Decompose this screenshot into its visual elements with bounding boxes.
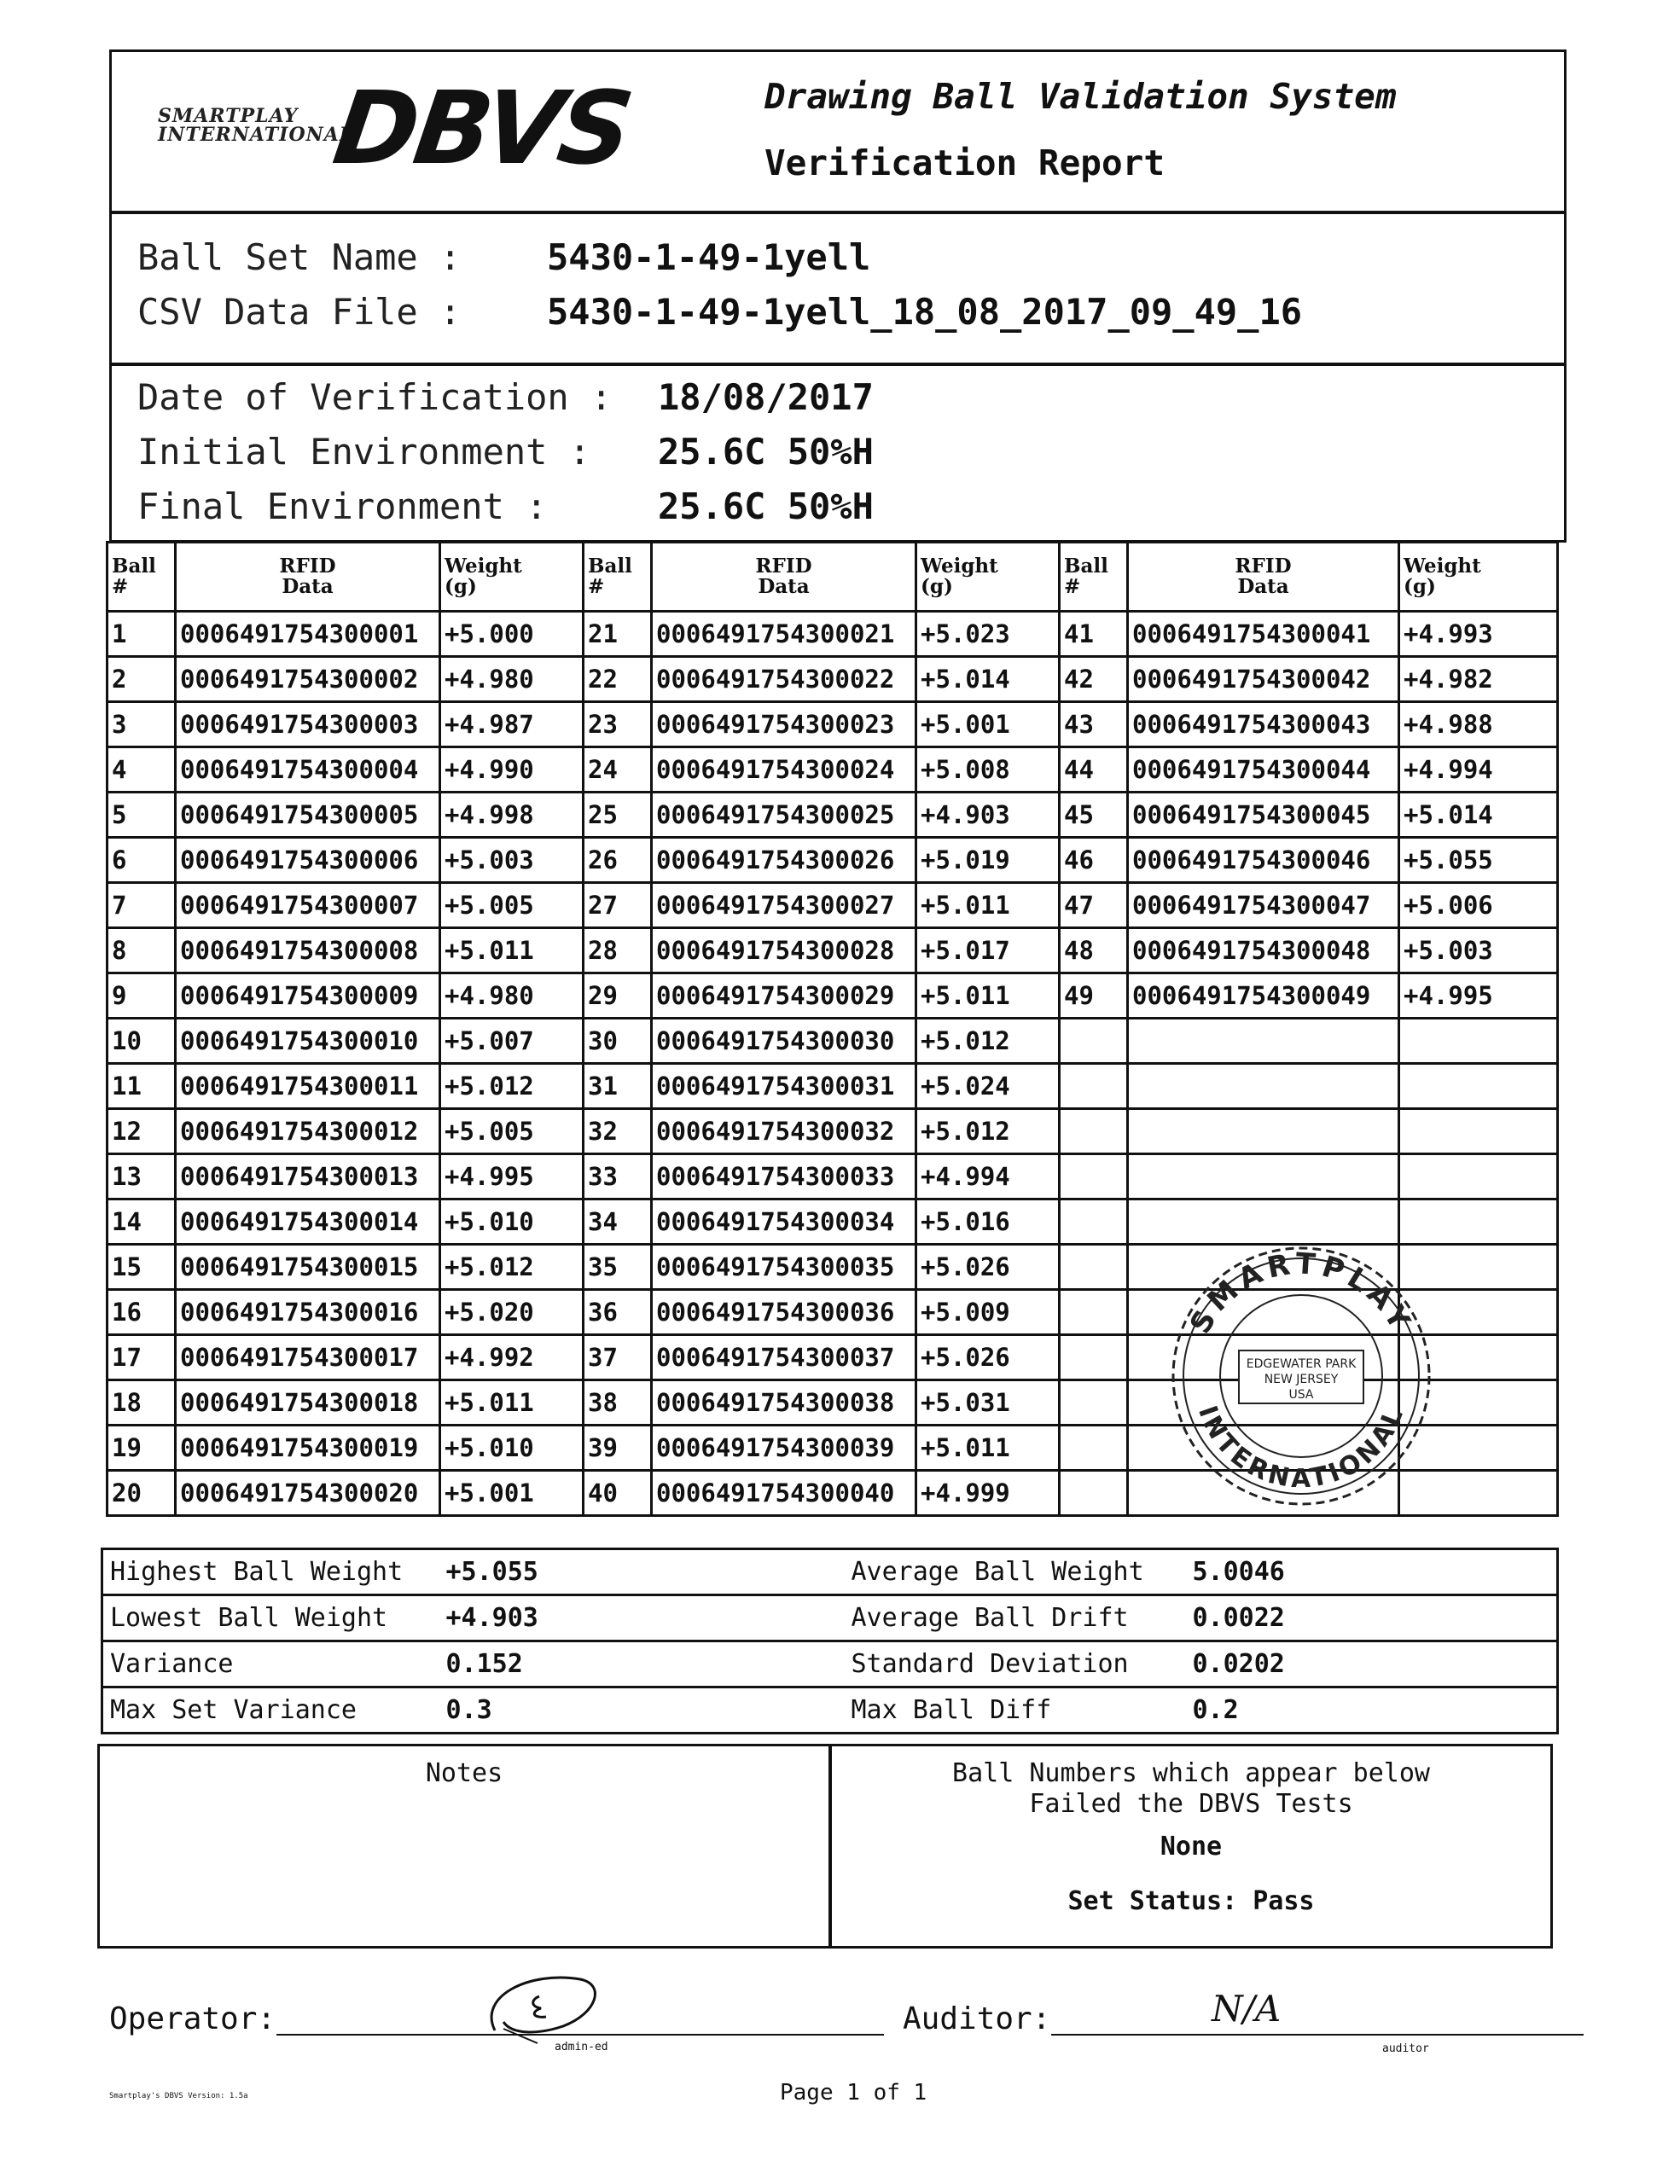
ball-weight-cell: +4.994 — [916, 1154, 1060, 1199]
ball-set-info — [109, 212, 1567, 365]
ball-number-cell: 35 — [584, 1245, 652, 1290]
table-header-row — [108, 543, 1558, 612]
svg-text:INTERNATIONAL: INTERNATIONAL — [1192, 1401, 1411, 1495]
ball-number-cell: 14 — [108, 1199, 176, 1245]
table-row — [108, 883, 1558, 928]
notes-label: Notes — [425, 1758, 503, 1788]
report-title: Drawing Ball Validation System — [764, 76, 1397, 117]
table-row — [108, 657, 1558, 702]
table-row — [108, 793, 1558, 838]
rfid-data-cell: 0006491754300040 — [652, 1471, 916, 1516]
ball-number-cell — [1060, 1245, 1128, 1290]
rfid-data-cell: 0006491754300048 — [1128, 928, 1399, 973]
ball-weight-cell: +5.000 — [440, 612, 584, 657]
ball-weight-cell: +4.980 — [440, 657, 584, 702]
auditor-name: auditor — [1382, 2042, 1429, 2055]
rfid-data-cell: 0006491754300018 — [176, 1380, 440, 1426]
notes-section — [97, 1744, 831, 1949]
ball-weight-cell: +5.019 — [916, 838, 1060, 883]
rfid-data-cell: 0006491754300045 — [1128, 793, 1399, 838]
stamp-line-2: NEW JERSEY — [1264, 1373, 1339, 1386]
ball-number-cell: 15 — [108, 1245, 176, 1290]
stats-row — [102, 1595, 1558, 1641]
ball-number-cell: 27 — [584, 883, 652, 928]
ball-weight-cell: +5.023 — [916, 612, 1060, 657]
ball-number-cell: 30 — [584, 1019, 652, 1064]
rfid-data-cell: 0006491754300013 — [176, 1154, 440, 1199]
ball-number-cell: 20 — [108, 1471, 176, 1516]
rfid-data-cell — [1128, 1109, 1399, 1154]
col-header-rfid: RFID Data — [176, 543, 440, 612]
table-row — [108, 1109, 1558, 1154]
rfid-data-cell: 0006491754300005 — [176, 793, 440, 838]
rfid-data-cell: 0006491754300042 — [1128, 657, 1399, 702]
failed-heading-line1: Ball Numbers which appear below — [952, 1758, 1430, 1788]
rfid-data-cell — [1128, 1064, 1399, 1109]
ball-number-cell: 11 — [108, 1064, 176, 1109]
report-header — [109, 49, 1567, 213]
ball-weight-cell: +5.006 — [1399, 883, 1558, 928]
ball-number-cell: 17 — [108, 1335, 176, 1380]
ball-number-cell: 26 — [584, 838, 652, 883]
ball-weight-cell: +4.998 — [440, 793, 584, 838]
table-row — [108, 1154, 1558, 1199]
ball-weight-cell: +5.010 — [440, 1426, 584, 1471]
ball-number-cell: 28 — [584, 928, 652, 973]
stats-row — [102, 1687, 1558, 1734]
rfid-data-cell: 0006491754300004 — [176, 747, 440, 793]
ball-number-cell: 29 — [584, 973, 652, 1019]
ball-number-cell: 7 — [108, 883, 176, 928]
ball-number-cell: 41 — [1060, 612, 1128, 657]
ball-number-cell: 38 — [584, 1380, 652, 1426]
stat-value: +5.055 — [439, 1549, 845, 1595]
stat-value: 0.0022 — [1186, 1595, 1558, 1641]
rfid-data-cell: 0006491754300038 — [652, 1380, 916, 1426]
ball-weight-cell: +5.005 — [440, 883, 584, 928]
ball-weight-cell: +4.980 — [440, 973, 584, 1019]
rfid-data-cell: 0006491754300030 — [652, 1019, 916, 1064]
ball-number-cell — [1060, 1380, 1128, 1426]
ball-weight-cell: +5.011 — [916, 883, 1060, 928]
stat-value: 5.0046 — [1186, 1549, 1558, 1595]
ball-weight-cell: +5.009 — [916, 1290, 1060, 1335]
rfid-data-cell: 0006491754300044 — [1128, 747, 1399, 793]
ball-weight-cell: +4.982 — [1399, 657, 1558, 702]
rfid-data-cell: 0006491754300023 — [652, 702, 916, 747]
stamp-line-1: EDGEWATER PARK — [1246, 1357, 1357, 1371]
stats-row — [102, 1641, 1558, 1687]
initial-environment-label: Initial Environment : — [137, 431, 591, 473]
rfid-data-cell: 0006491754300009 — [176, 973, 440, 1019]
ball-number-cell: 12 — [108, 1109, 176, 1154]
stat-label: Max Set Variance — [102, 1687, 439, 1734]
table-row — [108, 838, 1558, 883]
rfid-data-cell: 0006491754300046 — [1128, 838, 1399, 883]
auditor-signature: N/A — [1212, 1988, 1282, 2030]
rfid-data-cell: 0006491754300047 — [1128, 883, 1399, 928]
table-row — [108, 702, 1558, 747]
ball-number-cell: 3 — [108, 702, 176, 747]
col-header-rfid: RFID Data — [652, 543, 916, 612]
ball-number-cell — [1060, 1471, 1128, 1516]
stat-value: 0.2 — [1186, 1687, 1558, 1734]
ball-number-cell: 21 — [584, 612, 652, 657]
ball-weight-cell: +5.014 — [1399, 793, 1558, 838]
verification-info — [109, 363, 1567, 543]
table-row — [108, 747, 1558, 793]
ball-number-cell: 23 — [584, 702, 652, 747]
table-row — [108, 928, 1558, 973]
ball-weight-cell: +4.999 — [916, 1471, 1060, 1516]
rfid-data-cell: 0006491754300027 — [652, 883, 916, 928]
ball-weight-cell: +4.988 — [1399, 702, 1558, 747]
table-row — [108, 1019, 1558, 1064]
ball-number-cell: 45 — [1060, 793, 1128, 838]
csv-data-file-label: CSV Data File : — [137, 291, 462, 333]
col-header-weight: Weight (g) — [440, 543, 584, 612]
ball-number-cell: 22 — [584, 657, 652, 702]
ball-weight-cell: +5.026 — [916, 1245, 1060, 1290]
ball-number-cell: 34 — [584, 1199, 652, 1245]
rfid-data-cell: 0006491754300010 — [176, 1019, 440, 1064]
rfid-data-cell: 0006491754300024 — [652, 747, 916, 793]
rfid-data-cell: 0006491754300026 — [652, 838, 916, 883]
ball-number-cell: 48 — [1060, 928, 1128, 973]
version-text: Smartplay's DBVS Version: 1.5a — [109, 2092, 248, 2100]
ball-number-cell — [1060, 1019, 1128, 1064]
ball-number-cell — [1060, 1109, 1128, 1154]
ball-number-cell — [1060, 1335, 1128, 1380]
ball-number-cell: 6 — [108, 838, 176, 883]
initial-environment-value: 25.6C 50%H — [658, 431, 874, 473]
ball-weight-cell: +4.995 — [440, 1154, 584, 1199]
failed-balls-section — [829, 1744, 1553, 1949]
rfid-data-cell: 0006491754300020 — [176, 1471, 440, 1516]
ball-weight-cell: +5.024 — [916, 1064, 1060, 1109]
ball-set-name-label: Ball Set Name : — [137, 236, 462, 278]
set-status: Set Status: Pass — [1067, 1886, 1315, 1916]
operator-signature — [478, 1962, 614, 2048]
ball-number-cell: 46 — [1060, 838, 1128, 883]
rfid-data-cell: 0006491754300032 — [652, 1109, 916, 1154]
ball-number-cell: 42 — [1060, 657, 1128, 702]
ball-number-cell: 9 — [108, 973, 176, 1019]
ball-weight-cell: +5.001 — [916, 702, 1060, 747]
rfid-data-cell: 0006491754300029 — [652, 973, 916, 1019]
ball-weight-cell: +5.017 — [916, 928, 1060, 973]
ball-number-cell: 13 — [108, 1154, 176, 1199]
ball-weight-cell: +5.016 — [916, 1199, 1060, 1245]
ball-weight-cell: +5.012 — [440, 1245, 584, 1290]
rfid-data-cell: 0006491754300041 — [1128, 612, 1399, 657]
rfid-data-cell: 0006491754300014 — [176, 1199, 440, 1245]
ball-weight-cell: +5.011 — [916, 1426, 1060, 1471]
ball-number-cell: 24 — [584, 747, 652, 793]
rfid-data-cell: 0006491754300036 — [652, 1290, 916, 1335]
ball-weight-cell: +5.011 — [440, 928, 584, 973]
stats-row — [102, 1549, 1558, 1595]
ball-number-cell: 4 — [108, 747, 176, 793]
operator-label: Operator: — [109, 2001, 276, 2036]
col-header-weight: Weight (g) — [1399, 543, 1558, 612]
rfid-data-cell: 0006491754300002 — [176, 657, 440, 702]
ball-number-cell — [1060, 1154, 1128, 1199]
rfid-data-cell — [1128, 1154, 1399, 1199]
ball-number-cell: 47 — [1060, 883, 1128, 928]
ball-number-cell: 39 — [584, 1426, 652, 1471]
ball-weight-cell — [1399, 1064, 1558, 1109]
ball-number-cell: 8 — [108, 928, 176, 973]
auditor-signature-line — [1051, 2034, 1584, 2036]
col-header-ball: Ball # — [1060, 543, 1128, 612]
rfid-data-cell: 0006491754300025 — [652, 793, 916, 838]
ball-number-cell — [1060, 1064, 1128, 1109]
rfid-data-cell: 0006491754300017 — [176, 1335, 440, 1380]
ball-number-cell: 43 — [1060, 702, 1128, 747]
csv-data-file-value: 5430-1-49-1yell_18_08_2017_09_49_16 — [547, 291, 1303, 333]
rfid-data-cell: 0006491754300043 — [1128, 702, 1399, 747]
ball-number-cell — [1060, 1426, 1128, 1471]
ball-weight-cell: +4.993 — [1399, 612, 1558, 657]
ball-number-cell: 25 — [584, 793, 652, 838]
report-subtitle: Verification Report — [764, 142, 1165, 183]
stat-value: +4.903 — [439, 1595, 845, 1641]
stat-value: 0.152 — [439, 1641, 845, 1687]
ball-number-cell: 5 — [108, 793, 176, 838]
table-row — [108, 973, 1558, 1019]
stat-label: Max Ball Diff — [845, 1687, 1186, 1734]
svg-text:SMARTPLAY: SMARTPLAY — [1183, 1246, 1420, 1340]
ball-number-cell: 16 — [108, 1290, 176, 1335]
stat-label: Variance — [102, 1641, 439, 1687]
failed-balls-value: None — [1160, 1832, 1223, 1862]
col-header-ball: Ball # — [108, 543, 176, 612]
rfid-data-cell: 0006491754300011 — [176, 1064, 440, 1109]
ball-number-cell: 1 — [108, 612, 176, 657]
ball-number-cell: 10 — [108, 1019, 176, 1064]
ball-number-cell: 31 — [584, 1064, 652, 1109]
ball-number-cell: 19 — [108, 1426, 176, 1471]
rfid-data-cell: 0006491754300037 — [652, 1335, 916, 1380]
ball-weight-cell: +5.003 — [440, 838, 584, 883]
rfid-data-cell: 0006491754300008 — [176, 928, 440, 973]
ball-weight-cell: +5.011 — [916, 973, 1060, 1019]
rfid-data-cell: 0006491754300034 — [652, 1199, 916, 1245]
rfid-data-cell — [1128, 1019, 1399, 1064]
final-environment-value: 25.6C 50%H — [658, 485, 874, 527]
rfid-data-cell: 0006491754300049 — [1128, 973, 1399, 1019]
ball-weight-cell: +4.990 — [440, 747, 584, 793]
rfid-data-cell: 0006491754300012 — [176, 1109, 440, 1154]
ball-weight-cell: +5.010 — [440, 1199, 584, 1245]
rfid-data-cell: 0006491754300015 — [176, 1245, 440, 1290]
ball-weight-cell — [1399, 1109, 1558, 1154]
rfid-data-cell: 0006491754300035 — [652, 1245, 916, 1290]
stat-value: 0.3 — [439, 1687, 845, 1734]
rfid-data-cell: 0006491754300031 — [652, 1064, 916, 1109]
ball-weight-cell: +5.007 — [440, 1019, 584, 1064]
rfid-data-cell: 0006491754300039 — [652, 1426, 916, 1471]
ball-weight-cell: +4.995 — [1399, 973, 1558, 1019]
stat-label: Average Ball Drift — [845, 1595, 1186, 1641]
rfid-data-cell: 0006491754300028 — [652, 928, 916, 973]
ball-number-cell: 49 — [1060, 973, 1128, 1019]
rfid-data-cell: 0006491754300021 — [652, 612, 916, 657]
ball-weight-cell: +5.031 — [916, 1380, 1060, 1426]
ball-weight-cell: +4.992 — [440, 1335, 584, 1380]
ball-number-cell — [1060, 1290, 1128, 1335]
ball-set-name-value: 5430-1-49-1yell — [547, 236, 871, 278]
rfid-data-cell: 0006491754300007 — [176, 883, 440, 928]
auditor-label: Auditor: — [903, 2001, 1051, 2036]
ball-weight-cell: +5.005 — [440, 1109, 584, 1154]
table-row — [108, 612, 1558, 657]
ball-number-cell: 2 — [108, 657, 176, 702]
stat-value: 0.0202 — [1186, 1641, 1558, 1687]
ball-number-cell: 33 — [584, 1154, 652, 1199]
ball-number-cell — [1060, 1199, 1128, 1245]
ball-weight-cell: +5.020 — [440, 1290, 584, 1335]
ball-weight-cell: +5.012 — [916, 1019, 1060, 1064]
company-logo-text: SMARTPLAY INTERNATIONAL — [158, 105, 354, 146]
rfid-data-cell: 0006491754300019 — [176, 1426, 440, 1471]
ball-weight-cell: +5.014 — [916, 657, 1060, 702]
ball-number-cell: 18 — [108, 1380, 176, 1426]
rfid-data-cell: 0006491754300006 — [176, 838, 440, 883]
col-header-rfid: RFID Data — [1128, 543, 1399, 612]
stat-label: Highest Ball Weight — [102, 1549, 439, 1595]
dbvs-logo: DBVS — [327, 69, 637, 187]
ball-weight-cell: +5.026 — [916, 1335, 1060, 1380]
company-seal-stamp — [1160, 1235, 1442, 1517]
col-header-ball: Ball # — [584, 543, 652, 612]
statistics-summary — [101, 1548, 1556, 1744]
rfid-data-cell: 0006491754300016 — [176, 1290, 440, 1335]
date-value: 18/08/2017 — [658, 376, 874, 418]
stat-label: Average Ball Weight — [845, 1549, 1186, 1595]
ball-weight-cell — [1399, 1154, 1558, 1199]
rfid-data-cell: 0006491754300022 — [652, 657, 916, 702]
stamp-line-3: USA — [1288, 1388, 1314, 1402]
date-label: Date of Verification : — [137, 376, 613, 418]
rfid-data-cell: 0006491754300001 — [176, 612, 440, 657]
operator-name: admin-ed — [555, 2041, 608, 2053]
ball-number-cell: 44 — [1060, 747, 1128, 793]
ball-weight-cell: +4.987 — [440, 702, 584, 747]
stat-label: Lowest Ball Weight — [102, 1595, 439, 1641]
ball-weight-cell: +5.008 — [916, 747, 1060, 793]
rfid-data-cell: 0006491754300003 — [176, 702, 440, 747]
ball-number-cell: 36 — [584, 1290, 652, 1335]
page-number: Page 1 of 1 — [780, 2080, 927, 2106]
stat-label: Standard Deviation — [845, 1641, 1186, 1687]
failed-heading-line2: Failed the DBVS Tests — [1029, 1789, 1353, 1819]
ball-number-cell: 37 — [584, 1335, 652, 1380]
ball-weight-cell: +5.001 — [440, 1471, 584, 1516]
ball-weight-cell: +5.011 — [440, 1380, 584, 1426]
ball-weight-cell: +5.055 — [1399, 838, 1558, 883]
ball-number-cell: 32 — [584, 1109, 652, 1154]
table-row — [108, 1064, 1558, 1109]
ball-weight-cell: +4.903 — [916, 793, 1060, 838]
col-header-weight: Weight (g) — [916, 543, 1060, 612]
ball-weight-cell: +4.994 — [1399, 747, 1558, 793]
rfid-data-cell: 0006491754300033 — [652, 1154, 916, 1199]
ball-weight-cell — [1399, 1019, 1558, 1064]
ball-weight-cell: +5.012 — [440, 1064, 584, 1109]
ball-number-cell: 40 — [584, 1471, 652, 1516]
ball-weight-cell: +5.003 — [1399, 928, 1558, 973]
final-environment-label: Final Environment : — [137, 485, 548, 527]
ball-weight-cell: +5.012 — [916, 1109, 1060, 1154]
